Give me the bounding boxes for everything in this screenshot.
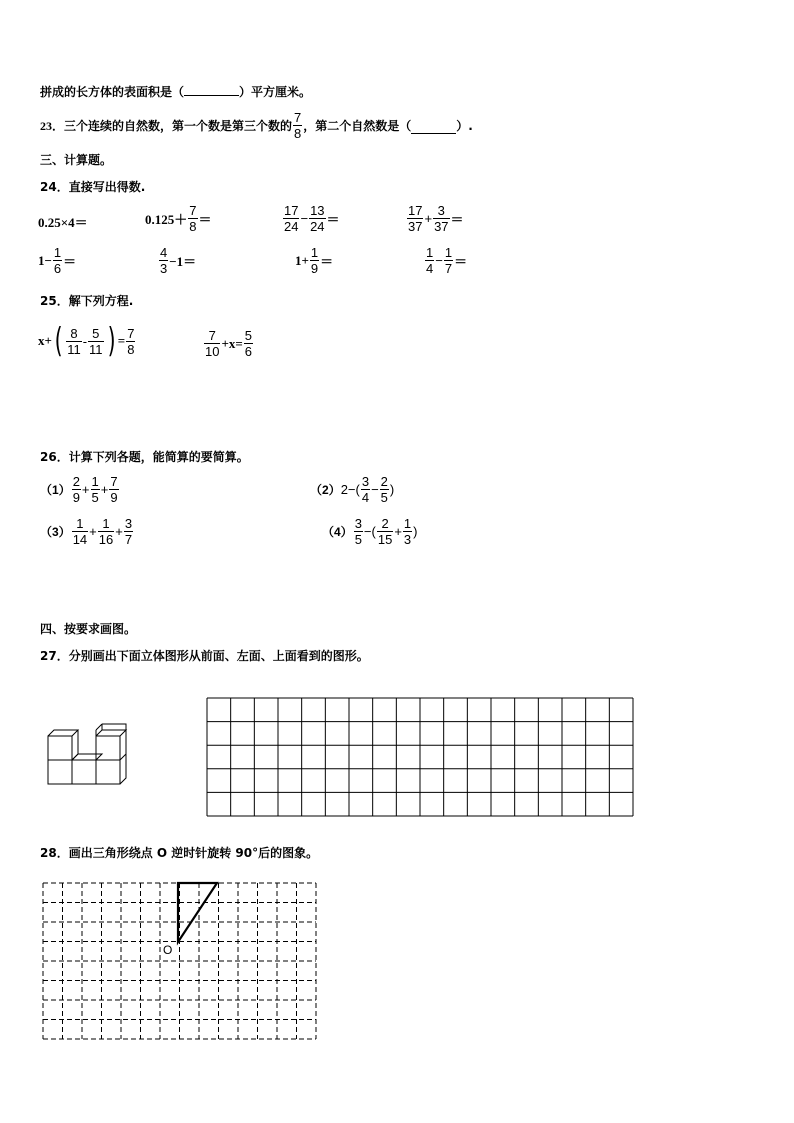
q26-problem-3: （3） $\frac{1}{14}$ + $\frac{1}{16}$ + $\frac{3}{7}$ <box>40 516 133 547</box>
q23-answer-blank[interactable] <box>411 121 456 134</box>
q23-line <box>40 110 473 141</box>
q22-answer-blank[interactable] <box>184 83 239 96</box>
q23-text-a: 三个连续的自然数，第一个数是第三个数的 <box>64 119 293 133</box>
q23-text-b: ，第二个自然数是（ <box>303 119 412 133</box>
q22-text-b: ）平方厘米。 <box>239 85 312 99</box>
q26-problem-1: （1） $\frac{2}{9}$ + $\frac{1}{5}$ + $\frac{7}{9}$ <box>40 474 118 505</box>
q24-expr-1: 0.25×4＝ <box>38 215 88 230</box>
q23-fraction: $\frac{7}{8}$ <box>294 110 302 141</box>
q22-text-a: 拼成的长方体的表面积是（ <box>40 85 185 99</box>
right-paren: ) <box>107 321 116 361</box>
q23-number: 23． <box>40 119 65 133</box>
q26-problem-2: （2） 2−( $\frac{3}{4}$ − $\frac{2}{5}$ ) <box>310 474 395 505</box>
q27-drawing-grid[interactable] <box>206 697 634 817</box>
left-paren: ( <box>54 321 63 361</box>
q22-tail-line <box>40 83 311 100</box>
q25-label: 25．解下列方程. <box>40 294 134 308</box>
q28-label: 28．画出三角形绕点 O 逆时针旋转 90°后的图象。 <box>40 846 319 860</box>
q26-problem-4: （4） $\frac{3}{5}$ −( $\frac{2}{15}$ + $\frac{1}{3}$ ) <box>322 516 418 547</box>
section-3-title: 三、计算题。 <box>40 153 113 167</box>
q25-equation-1: x+ ( $\frac{8}{11}$ - $\frac{5}{11}$ ) = $\frac{7}{8}$ <box>38 321 135 361</box>
q28-dotted-grid[interactable] <box>42 880 317 1040</box>
q24-expr-5: 1− $\frac{1}{6}$ ＝ <box>38 245 77 276</box>
q26-label: 26．计算下列各题，能简算的要简算。 <box>40 450 249 464</box>
q28-point-o-label: O <box>163 943 173 957</box>
q24-expr-6: $\frac{4}{3}$ −1＝ <box>160 245 197 276</box>
q24-label: 24．直接写出得数. <box>40 180 146 194</box>
q25-equation-2: $\frac{7}{10}$ +x= $\frac{5}{6}$ <box>205 328 253 359</box>
q23-text-c: ）. <box>456 119 473 133</box>
q24-expr-8: $\frac{1}{4}$ − $\frac{1}{7}$ ＝ <box>426 245 468 276</box>
q27-label: 27．分别画出下面立体图形从前面、左面、上面看到的图形。 <box>40 649 369 663</box>
q24-expr-2: 0.125＋ $\frac{7}{8}$ ＝ <box>145 203 212 234</box>
q24-expr-3: $\frac{17}{24}$ − $\frac{13}{24}$ ＝ <box>284 203 340 234</box>
q24-expr-4: $\frac{17}{37}$ + $\frac{3}{37}$ ＝ <box>408 203 464 234</box>
q27-cube-figure <box>44 718 134 788</box>
q24-expr-7: 1+ $\frac{1}{9}$ ＝ <box>295 245 334 276</box>
section-4-title: 四、按要求画图。 <box>40 622 137 636</box>
q28-triangle <box>178 883 217 942</box>
